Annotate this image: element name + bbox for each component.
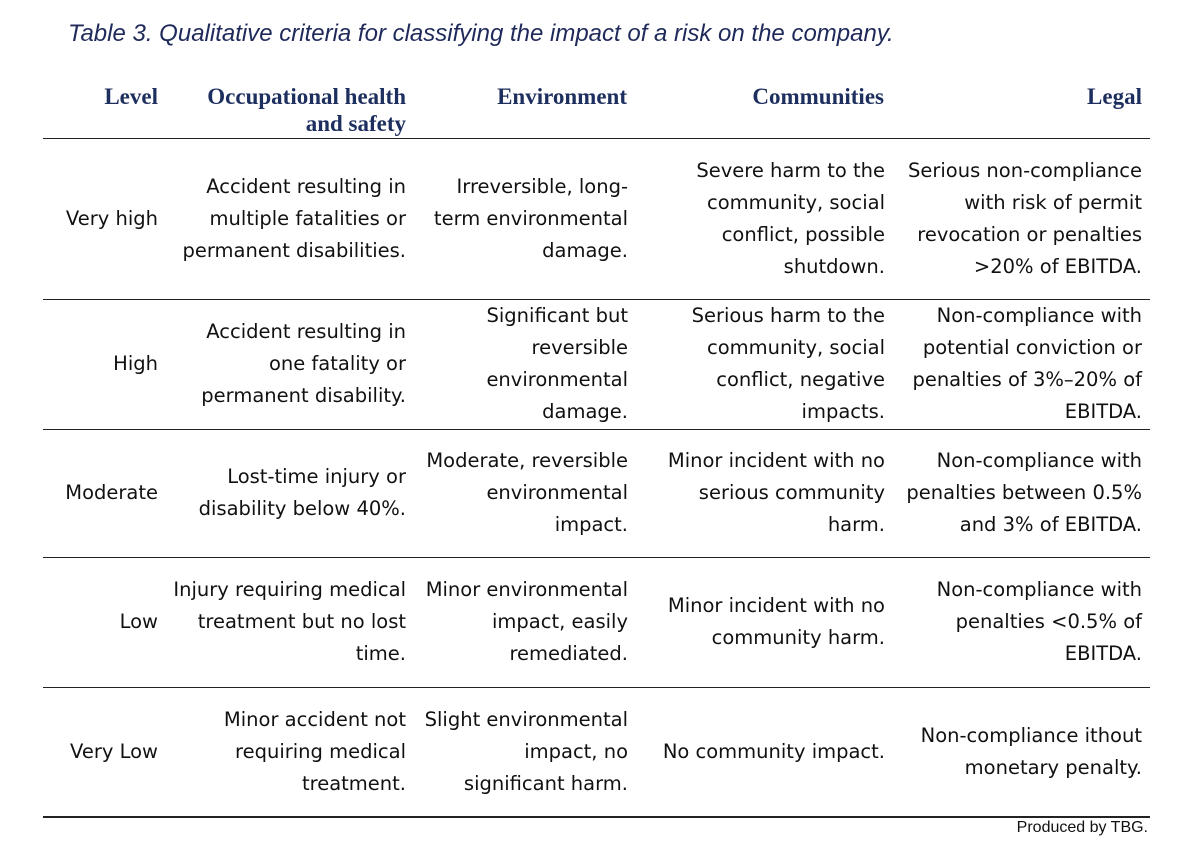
cell-communities [640, 429, 885, 557]
header-legal: Legal [1087, 84, 1142, 109]
cell-level-text: Very Low [70, 739, 158, 763]
cell-legal-text: Serious non-compliance with risk of permit revocation or penalties >20% of EBITDA. [907, 159, 1142, 278]
cell-ohs [165, 557, 406, 687]
cell-environment-text: Moderate, reversible environmental impact. [426, 449, 628, 536]
header-communities: Communities [752, 84, 884, 109]
cell-communities-text: Minor incident with no serious community harm. [667, 449, 885, 536]
cell-legal [893, 139, 1142, 299]
cell-level [43, 687, 158, 816]
cell-ohs-text: Injury requiring medical treatment but no lost time. [173, 578, 406, 665]
cell-environment-text: Irreversible, long-term environmental damage. [433, 175, 628, 262]
cell-legal-text: Non-compliance with potential conviction or penalties of 3%–20% of EBITDA. [912, 304, 1142, 423]
cell-legal-text: Non-compliance ithout monetary penalty. [920, 723, 1142, 779]
cell-environment [420, 139, 628, 299]
cell-level [43, 429, 158, 557]
cell-level [43, 139, 158, 299]
cell-level-text: Very high [65, 207, 158, 230]
cell-communities-text: No community impact. [662, 739, 885, 763]
header-environment: Environment [497, 84, 627, 109]
cell-communities [640, 299, 885, 429]
cell-legal [893, 687, 1142, 816]
cell-environment-text: Slight environmental impact, no significant harm. [424, 707, 628, 795]
cell-legal-text: Non-compliance with penalties <0.5% of EBITDA. [936, 578, 1142, 665]
table-caption: Table 3. Qualitative criteria for classifying the impact of a risk on the company. [68, 20, 894, 47]
cell-communities-text: Serious harm to the community, social conflict, negative impacts. [691, 304, 885, 423]
cell-legal [893, 299, 1142, 429]
cell-legal [893, 557, 1142, 687]
cell-ohs [165, 139, 406, 299]
cell-ohs-text: Lost-time injury or disability below 40%. [198, 465, 406, 520]
cell-environment-text: Minor environmental impact, easily remediated. [425, 578, 628, 665]
cell-ohs-text: Minor accident not requiring medical treatment. [223, 707, 406, 795]
cell-environment [420, 429, 628, 557]
header-level: Level [104, 84, 158, 109]
cell-environment [420, 687, 628, 816]
cell-environment [420, 557, 628, 687]
header-ohs: Occupational health and safety [207, 84, 406, 136]
cell-ohs-text: Accident resulting in multiple fatalities or permanent disabilities. [182, 175, 406, 262]
cell-environment-text: Significant but reversible environmental damage. [486, 304, 628, 423]
cell-legal [893, 429, 1142, 557]
credit-text: Produced by TBG. [1016, 819, 1148, 836]
cell-ohs [165, 429, 406, 557]
cell-communities-text: Severe harm to the community, social conflict, possible shutdown. [696, 159, 885, 278]
cell-ohs [165, 687, 406, 816]
bottom-rule [43, 816, 1150, 818]
cell-communities [640, 139, 885, 299]
cell-level [43, 299, 158, 429]
cell-ohs [165, 299, 406, 429]
cell-level [43, 557, 158, 687]
cell-level-text: Moderate [65, 481, 158, 504]
cell-level-text: Low [119, 610, 158, 633]
cell-communities [640, 687, 885, 816]
cell-ohs-text: Accident resulting in one fatality or permanent disability. [201, 320, 406, 407]
cell-environment [420, 299, 628, 429]
cell-level-text: High [113, 352, 158, 375]
cell-communities-text: Minor incident with no community harm. [667, 594, 885, 649]
cell-communities [640, 557, 885, 687]
cell-legal-text: Non-compliance with penalties between 0.5% and 3% of EBITDA. [906, 449, 1142, 536]
